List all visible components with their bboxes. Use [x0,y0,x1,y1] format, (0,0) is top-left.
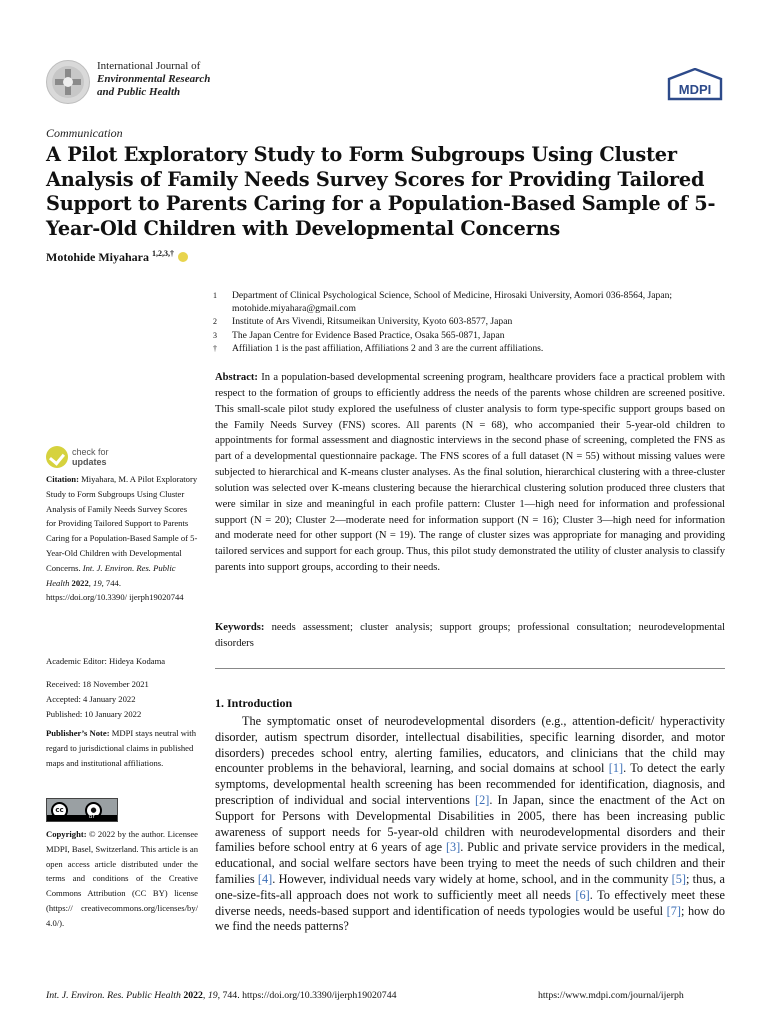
cc-by-label: BY [89,814,96,820]
intro-text: . To effectively meet these diverse needs, needs-based support and identification of needs typologies would be useful [215,887,725,918]
citation-link[interactable]: [2] [475,792,490,807]
cc-badge-strip [47,815,117,821]
accepted-date: Accepted: 4 January 2022 [46,693,136,704]
footer-citation: Int. J. Environ. Res. Public Health 2022, 19, 744. https://doi.org/10.3390/ijerph19020744 [46,990,397,1001]
affiliation-text: The Japan Centre for Evidence Based Practice, Osaka 565-0871, Japan [232,329,505,341]
copyright-notice [46,827,198,931]
attribution-icon: ● [85,802,102,819]
intro-text: ; thus, a one-size-fits-all approach does not work to sufficiently meet all needs [215,871,725,902]
affiliation-text: Affiliation 1 is the past affiliation, Affiliations 2 and 3 are the current affiliations. [232,342,544,354]
affiliation-item [213,342,733,355]
abstract-label: Abstract: [215,372,258,383]
affiliation-text: Institute of Ars Vivendi, Ritsumeikan University, Kyoto 603-8577, Japan [232,316,513,328]
intro-text: . To detect the early symptoms, developmental health screening has been recommended for identification, diagnosis, and prescription of individual and social interventions [215,761,725,807]
intro-text: . Public and private service providers in the medical, educational, and social welfare sectors have been trying to meet the needs of such children and their families [215,840,725,886]
affiliation-number: † [213,343,217,353]
citation-link[interactable]: [3] [445,840,461,855]
affiliation-text: Department of Clinical Psychological Science, School of Medicine, Hirosaki University, Aomori 036-8564, Japan; motohide.miyahara@gmail.com [232,290,673,315]
copyright-label: Copyright: [46,829,87,839]
journal-name [97,60,210,99]
journal-logo [46,60,90,104]
footer-doi[interactable]: , 744. https://doi.org/10.3390/ijerph19020744 [217,990,397,1001]
published-date: Published: 10 January 2022 [46,708,142,719]
mdpi-logo-text: MDPI [678,82,712,97]
affiliation-number: 1 [213,291,217,300]
check-updates-line1: check for [72,447,109,457]
journal-name-line2: Environmental Research [97,73,211,85]
journal-name-line3: and Public Health [97,86,181,98]
check-updates-label [72,447,109,467]
author-affiliation-marks: 1,2,3,† [152,249,174,258]
citation-text: Miyahara, M. A Pilot Exploratory Study to Form Subgroups Using Cluster Analysis of Family Needs Survey Scores for Providing Tailored Support to Parents Caring for a Population-Based Sample of 5-Year-Old Children with Developmental Concerns. [46,474,198,573]
affiliation-item [213,289,733,315]
keywords-text: needs assessment; cluster analysis; support groups; professional consultation; neurodevelopmental disorders [215,622,725,649]
citation-label: Citation: [46,474,79,484]
academic-editor: Academic Editor: Hideya Kodama [46,656,166,666]
article-title: A Pilot Exploratory Study to Form Subgroups Using Cluster Analysis of Family Needs Survey Scores for Providing Tailored Support to Parents Caring for a Population-Based Sample of 5-Year-Old Children with Developmental Concerns [46,143,716,240]
check-updates-icon [46,446,68,468]
citation-block: Citation: Miyahara, M. A Pilot Exploratory Study to Form Subgroups Using Cluster Analysis of Family Needs Survey Scores for Providing Tailored Support to Parents Caring for a Population-Based Sample of 5-Year-Old Children with Developmental Concerns. Int. J. Environ. Res. Public Health 2022, 19, 744. https://doi.org/10.3390/ ijerph19020744 [46,474,198,603]
intro-text: The symptomatic onset of neurodevelopmental disorders (e.g., attention-deficit/ hyperactivity disorder, autism spectrum disorder, intellectual disabilities, specific learning disorder, and motor disorders) precedes school entry, alerting families, educators, and clinicians that the child may encounter problems in the behavioral, learning, and social domains at school [215,714,725,776]
citation-link[interactable]: [6] [575,887,590,902]
publisher-note-label: Publisher’s Note: [46,728,110,738]
intro-text: ; how do we find the needs patterns? [215,903,725,934]
introduction-paragraph [215,714,725,935]
abstract-text: In a population-based developmental screening program, healthcare providers face a practical problem with respect to the formation of groups to efficiently address the needs of the parents whose children are screened positive. This small-scale pilot study explored the usefulness of cluster analysis to form type-specific support groups based on the Family Needs Survey (FNS) scores. All parents (N = 68), who accompanied their 5-year-old children to appointments for formal assessment and diagnostic interviews in the second phase of screening, completed the FNS as part of a developmental questionnaire package. The FNS scores of a full dataset (N = 55) without missing values were subjected to hierarchical and K-means cluster analyses. As the final solution, hierarchical clustering with a three-cluster solution was selected over K-means clustering because the hierarchical clustering solution produced three clusters that were similar in size and meaningful in each profile pattern: Cluster 1—high need for information and professional support (N = 20); Cluster 2—moderate need for information support (N = 16); Cluster 3—high need for information and moderate need for other support (N = 19). The range of cluster sizes was appropriate for managing and providing tailored services and support for each group. Thus, this pilot study demonstrated the utility of cluster analysis to classify parents into support groups, according to their needs. [215,372,725,574]
citation-link[interactable]: [4] [257,871,273,886]
affiliation-number: 2 [213,317,217,327]
author-line [46,249,188,265]
section-heading: 1. Introduction [215,696,293,710]
footer-journal: Int. J. Environ. Res. Public Health [46,990,181,1001]
intro-text: . In Japan, since the enactment of the Act on Support for Persons with Developmental Disabilities in 2005, there has been increasing public awareness of support needs for 5-year-old children with neurodevelopmental disorders and their families before school entry at 6 years of age [215,792,725,855]
affiliation-item [213,315,733,328]
publisher-note-text: MDPI stays neutral with regard to jurisdictional claims in published maps and institutional affiliations. [46,728,196,768]
orcid-icon[interactable] [178,252,188,262]
affiliation-number: 3 [213,330,217,340]
received-date: Received: 18 November 2021 [46,679,149,689]
cc-by-license-badge[interactable] [46,798,118,822]
footer-year: 2022 [183,990,203,1001]
publication-dates [46,677,198,721]
citation-link[interactable]: [5] [671,871,686,886]
copyright-text: © 2022 by the author. Licensee MDPI, Basel, Switzerland. This article is an open access article distributed under the terms and conditions of the Creative Commons Attribution (CC BY) license (https:// creativecommons.org/licenses/by/ 4.0/). [46,829,198,928]
citation-link[interactable]: [7] [666,903,681,918]
keywords [215,620,725,652]
section-divider [215,668,725,669]
citation-journal: Int. J. Environ. Res. Public Health [46,562,176,588]
affiliation-item [213,329,733,342]
journal-emblem-icon [47,61,89,103]
keywords-label: Keywords: [215,622,265,633]
check-updates-line2: updates [72,457,107,467]
citation-doi[interactable]: , 744. https://doi.org/10.3390/ ijerph19020744 [46,577,184,603]
journal-name-line1: International Journal of [97,60,201,72]
citation-volume: 19 [93,577,102,588]
citation-link[interactable]: [1] [608,761,624,776]
author-name: Motohide Miyahara [46,250,149,264]
publisher-note [46,726,198,770]
check-for-updates-button[interactable] [46,446,109,468]
abstract [215,370,725,576]
article-category: Communication [46,126,123,140]
intro-text: . However, individual needs vary widely at home, school, and in the community [272,871,672,886]
citation-year: 2022 [71,577,89,588]
footer-journal-url[interactable]: https://www.mdpi.com/journal/ijerph [538,990,684,1001]
affiliations [213,289,733,355]
cc-icon: cc [51,802,68,819]
mdpi-logo [666,68,724,102]
footer-volume: 19 [207,990,218,1001]
